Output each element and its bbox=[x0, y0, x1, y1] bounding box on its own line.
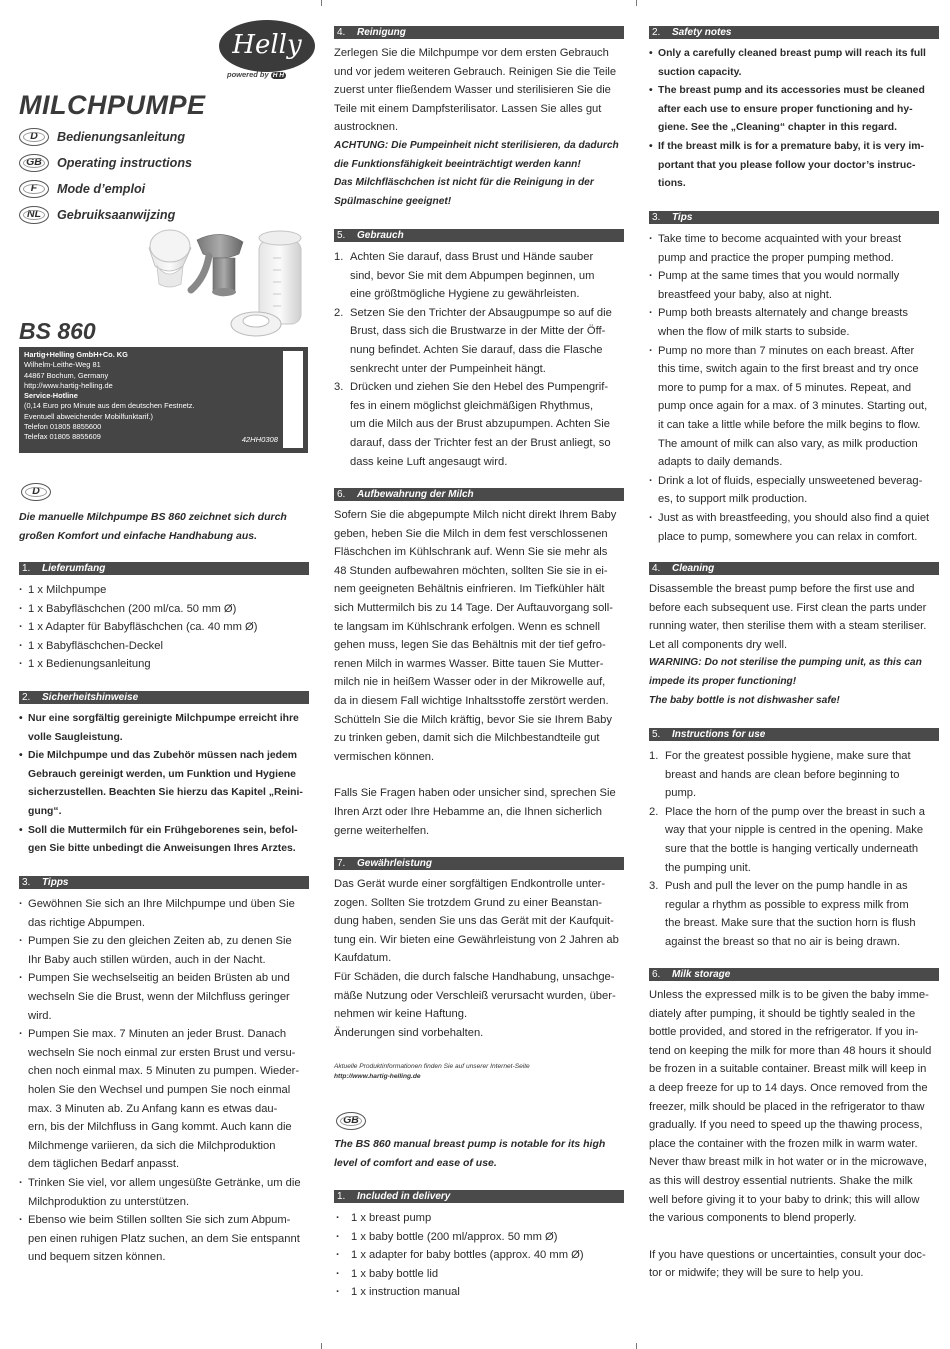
language-label: Operating instructions bbox=[57, 156, 193, 170]
list-item: · 1 x baby bottle lid bbox=[334, 1265, 624, 1284]
language-item bbox=[19, 124, 192, 150]
section-header: 6. Milk storage bbox=[649, 968, 939, 981]
crop-mark bbox=[321, 0, 322, 6]
text-line: Schütteln Sie die Milch kräftig, bevor Sie sie Ihrem Baby bbox=[334, 713, 612, 726]
powered-by-label: powered by H H bbox=[227, 70, 284, 79]
list-item: · 1 x breast pump bbox=[334, 1209, 624, 1228]
text-line: tend on keeping the milk for more than 48 hours it should bbox=[649, 1044, 932, 1057]
company-info-box bbox=[19, 347, 308, 453]
de-section-3 bbox=[19, 876, 309, 1267]
company-street: Wilhelm-Leithe-Weg 81 bbox=[24, 360, 101, 370]
section-header: 1. Included in delivery bbox=[334, 1190, 624, 1203]
breast-pump-product-image bbox=[131, 218, 311, 343]
text-line: dung haben, senden Sie uns das Gerät mit der Kaufquit- bbox=[334, 915, 614, 928]
list-item: · 1 x Bedienungsanleitung bbox=[19, 655, 309, 674]
lang-badge-icon: D bbox=[19, 128, 49, 146]
warning-line: WARNING: Do not sterilise the pumping unit, as this can bbox=[649, 657, 922, 669]
intro-line: The BS 860 manual breast pump is notable for its high bbox=[334, 1138, 606, 1150]
list-item: · 1 x instruction manual bbox=[334, 1283, 624, 1302]
numbered-item: 1. Achten Sie darauf, dass Brust und Hände sauber sind, bevor Sie mit dem Abpumpen beginnen, um eine größtmögliche Hygiene zu gewährleisten. bbox=[334, 251, 595, 301]
product-title: MILCHPUMPE bbox=[19, 90, 206, 120]
text-line: Never thaw breast milk in hot water or in the microwave, bbox=[649, 1156, 927, 1169]
list-item: · 1 x Babyfläschchen (200 ml/ca. 50 mm Ø) bbox=[19, 600, 309, 619]
language-list bbox=[19, 124, 192, 228]
numbered-item: 2. Place the horn of the pump over the breast in such a way that your nipple is centred in the opening. Make sure that the bottle is hanging vertically underneath the pumping unit. bbox=[649, 805, 925, 874]
text-line: nem geeigneten Behältnis einfrieren. Im Tiefkühler hält bbox=[334, 583, 605, 596]
text-line: Für Schäden, die durch falsche Handhabung, unsachge- bbox=[334, 970, 615, 983]
text-line: Fläschchen im Kühlschrank auf. Wenn Sie sie mehr als bbox=[334, 546, 608, 559]
text-line: und vor jedem weiteren Gebrauch. Reinigen Sie die Teile bbox=[334, 65, 617, 78]
list-item: • Die Milchpumpe und das Zubehör müssen nach jedem Gebrauch gereinigt werden, um Funktion und Hygiene sicherzustellen. Beachten Sie hierzu das Kapitel „Reini- gung“. bbox=[19, 747, 309, 821]
section-header: 5. Instructions for use bbox=[649, 728, 939, 741]
text-line: zu trinken geben, damit sich die Milchbestandteile gut bbox=[334, 732, 600, 745]
list-item: · Pump both breasts alternately and change breasts when the flow of milk starts to subside. bbox=[649, 304, 939, 341]
hh-logo-icon: H H bbox=[272, 72, 284, 79]
barcode-area bbox=[283, 351, 303, 448]
text-line: well before giving it to your baby to drink; this will allow bbox=[649, 1193, 920, 1206]
lang-badge-icon: F bbox=[19, 180, 49, 198]
helly-logo: Helly bbox=[219, 20, 315, 72]
text-line: gehen muss, legen Sie das Behältnis mit der tief gefro- bbox=[334, 639, 606, 652]
intro-line: Die manuelle Milchpumpe BS 860 zeichnet sich durch bbox=[19, 511, 287, 523]
hotline-note: (0,14 Euro pro Minute aus dem deutschen Festnetz. bbox=[24, 401, 195, 411]
gb-section-3 bbox=[649, 211, 939, 546]
section-header: 5. Gebrauch bbox=[334, 229, 624, 242]
product-info-note bbox=[334, 1062, 624, 1082]
numbered-item: 3. Push and pull the lever on the pump handle in as regular a rhythm as possible to express milk from the breast. Make sure that the suction horn is flush against the breast so that no air is being drawn. bbox=[649, 880, 916, 948]
text-line: Sofern Sie die abgepumpte Milch nicht direkt Ihrem Baby bbox=[334, 509, 617, 521]
list-item: • If the breast milk is for a premature baby, it is very im- portant that you please follow your doctor’s instruc- tions. bbox=[649, 138, 939, 194]
language-label: Mode d’emploi bbox=[57, 182, 146, 196]
text-line: tung ein. Wir bieten eine Gewährleistung von 2 Jahren ab bbox=[334, 933, 619, 946]
list-item: · 1 x adapter for baby bottles (approx. 40 mm Ø) bbox=[334, 1246, 624, 1265]
list-item: • Soll die Muttermilch für ein Frühgeborenes sein, befol- gen Sie bitte unbedingt die Anweisungen Ihres Arztes. bbox=[19, 822, 309, 859]
lang-badge-icon: GB bbox=[336, 1112, 366, 1130]
list-item: · Drink a lot of fluids, especially unsweetened beverag- es, to support milk production. bbox=[649, 472, 939, 509]
list-item: · Take time to become acquainted with your breast pump and practice the proper pumping method. bbox=[649, 230, 939, 267]
text-line: running water, then sterilise them with a steam steriliser. bbox=[649, 620, 927, 633]
crop-mark bbox=[321, 1343, 322, 1349]
list-item: · Trinken Sie viel, vor allem ungesüßte Getränke, um die Milchproduktion zu unterstützen. bbox=[19, 1174, 309, 1211]
text-line: te langsam im Kühlschrank erfolgen. Wenn es schnell bbox=[334, 620, 600, 633]
de-section-4 bbox=[334, 26, 624, 211]
text-line: zogen. Sollten Sie trotzdem Grund zu einer Beanstan- bbox=[334, 896, 603, 909]
text-line: Let all components dry well. bbox=[649, 638, 788, 651]
text-line: Kaufdatum. bbox=[334, 952, 392, 965]
language-item bbox=[19, 150, 192, 176]
text-line: the various components to blend properly. bbox=[649, 1212, 857, 1225]
text-line: be frozen in a suitable container. Breast milk will keep in bbox=[649, 1063, 927, 1076]
text-line: Änderungen sind vorbehalten. bbox=[334, 1026, 484, 1039]
gb-section-6 bbox=[649, 968, 939, 1283]
section-header: 7. Gewährleistung bbox=[334, 857, 624, 870]
language-label: Bedienungsanleitung bbox=[57, 130, 186, 144]
de-section-2 bbox=[19, 691, 309, 859]
text-line: milch nie in heißem Wasser oder in der Mikrowelle auf, bbox=[334, 676, 606, 689]
text-line: Teile mit einem Dampfsterilisator. Lassen Sie alles gut bbox=[334, 102, 602, 115]
lang-badge-icon: D bbox=[21, 483, 51, 501]
warning-line: ACHTUNG: Die Pumpeinheit nicht sterilisieren, da dadurch bbox=[334, 139, 619, 151]
section-header: 2. Safety notes bbox=[649, 26, 939, 39]
section-header: 3. Tipps bbox=[19, 876, 309, 889]
text-line: vermischen können. bbox=[334, 750, 435, 763]
text-line: da in diesem Fall wichtige Inhaltsstoffe zerstört werden. bbox=[334, 694, 609, 707]
company-city: 44867 Bochum, Germany bbox=[24, 370, 109, 380]
section-header: 4. Cleaning bbox=[649, 562, 939, 575]
section-header: 2. Sicherheitshinweise bbox=[19, 691, 309, 704]
gb-section-2 bbox=[649, 26, 939, 194]
list-item: · Pumpen Sie wechselseitig an beiden Brüsten ab und wechseln Sie die Brust, wenn der Milchfluss geringer wird. bbox=[19, 969, 309, 1025]
company-name: Hartig+Helling GmbH+Co. KG bbox=[24, 350, 128, 359]
phone-number: Telefon 01805 8855600 bbox=[24, 422, 102, 432]
de-section-5 bbox=[334, 229, 624, 471]
list-item: · Pump no more than 7 minutes on each breast. After this time, switch again to the first breast and try once more to pump for a max. of 5 minutes. Repeat, and pump once again for a max. of 3 minutes. Starting out, it can take a little while before the milk begins to flow. The amount of milk can also vary, as milk production adapts to daily demands. bbox=[649, 342, 939, 472]
list-item: · 1 x Babyfläschchen-Deckel bbox=[19, 637, 309, 656]
de-section-6 bbox=[334, 488, 624, 840]
hotline-title: Service-Hotline bbox=[24, 391, 78, 401]
document-code: 42HH0308 bbox=[241, 434, 278, 444]
text-line: If you have questions or uncertainties, consult your doc- bbox=[649, 1248, 926, 1261]
list-item: · Pumpen Sie max. 7 Minuten an jeder Brust. Danach wechseln Sie noch einmal zur ersten Brust und versu- chen noch einmal max. 5 Minuten zu pumpen. Wieder- holen Sie den Wechsel und pumpen Sie noch einmal max. 3 Minuten ab. Zu Anfang kann es etwas dau- ern, bis der Milchfluss in Gang kommt. Auch kann die Milchmenge variieren, da sich die Milchproduktion dem täglichen Bedarf anpasst. bbox=[19, 1025, 309, 1174]
list-item: · Gewöhnen Sie sich an Ihre Milchpumpe und üben Sie das richtige Abpumpen. bbox=[19, 895, 309, 932]
text-line: Das Gerät wurde einer sorgfältigen Endkontrolle unter- bbox=[334, 878, 606, 890]
gb-section-badge bbox=[336, 1112, 366, 1130]
intro-line: level of comfort and ease of use. bbox=[334, 1156, 497, 1169]
text-line: austrocknen. bbox=[334, 121, 399, 134]
text-line: bottle provided, and stored in the refrigerator. If you in- bbox=[649, 1026, 919, 1039]
de-section-7 bbox=[334, 857, 624, 1042]
model-number: BS 860 bbox=[19, 318, 96, 344]
text-line: tor or midwife; they will be sure to help you. bbox=[649, 1267, 864, 1280]
de-section-1 bbox=[19, 562, 309, 674]
numbered-item: 1. For the greatest possible hygiene, make sure that breast and hands are clean before beginning to pump. bbox=[649, 750, 911, 800]
lang-badge-icon: NL bbox=[19, 206, 49, 224]
crop-mark bbox=[636, 0, 637, 6]
text-line: geben, heben Sie die Milch in dem fest verschlossenen bbox=[334, 527, 608, 540]
warning-line: die Funktionsfähigkeit beeinträchtigt werden kann! bbox=[334, 158, 581, 170]
de-section-badge bbox=[21, 483, 51, 501]
company-url[interactable]: http://www.hartig-helling.de bbox=[24, 380, 113, 390]
text-line: Falls Sie Fragen haben oder unsicher sind, sprechen Sie bbox=[334, 787, 616, 800]
crop-mark bbox=[636, 1343, 637, 1349]
gb-intro bbox=[334, 1135, 624, 1172]
text-line: 48 Stunden aufbewahren möchten, sollten Sie sie in ei- bbox=[334, 564, 608, 577]
text-line: nehmen wir keine Haftung. bbox=[334, 1008, 468, 1021]
list-item: · Just as with breastfeeding, you should also find a quiet place to pump, somewhere you can relax in comfort. bbox=[649, 509, 939, 546]
list-item: · 1 x Milchpumpe bbox=[19, 581, 309, 600]
text-line: as this will destroy essential nutrients. Shake the milk bbox=[649, 1174, 913, 1187]
numbered-item: 3. Drücken und ziehen Sie den Hebel des Pumpengrif- fes in einem möglichst gleichmäßigen Rhythmus, um die Milch aus der Brust abzupumpen. Achten Sie darauf, dass der Trichter fest an der Brust anliegt, so dass keine Luft angesaugt wird. bbox=[334, 381, 611, 468]
section-header: 4. Reinigung bbox=[334, 26, 624, 39]
section-header: 6. Aufbewahrung der Milch bbox=[334, 488, 624, 501]
text-line: before each subsequent use. First clean the parts under bbox=[649, 601, 927, 614]
text-line: sich Muttermilch bis zu 14 Tage. Der Auftauvorgang soll- bbox=[334, 601, 613, 614]
list-item: · Pumpen Sie zu den gleichen Zeiten ab, zu denen Sie Ihr Baby auch stillen würden, auch in der Nacht. bbox=[19, 932, 309, 969]
list-item: • Only a carefully cleaned breast pump will reach its full suction capacity. bbox=[649, 45, 939, 82]
section-header: 1. Lieferumfang bbox=[19, 562, 309, 575]
list-item: · 1 x Adapter für Babyfläschchen (ca. 40 mm Ø) bbox=[19, 618, 309, 637]
language-label: Gebruiksaanwijzing bbox=[57, 208, 176, 222]
list-item: · Ebenso wie beim Stillen sollten Sie sich zum Abpum- pen einen ruhigen Platz suchen, an dem Sie entspannt und bequem sitzen können. bbox=[19, 1211, 309, 1267]
note-line: Aktuelle Produktinformationen finden Sie auf unserer Internet-Seite bbox=[334, 1063, 530, 1070]
language-item bbox=[19, 176, 192, 202]
text-line: place the container with the frozen milk in warm water. bbox=[649, 1137, 918, 1150]
text-line: a deep freeze for up to 14 days. Once removed from the bbox=[649, 1081, 928, 1094]
list-item: • Nur eine sorgfältig gereinigte Milchpumpe erreicht ihre volle Saugleistung. bbox=[19, 710, 309, 747]
text-line: Unless the expressed milk is to be given the baby imme- bbox=[649, 989, 929, 1001]
intro-line: großen Komfort und einfache Handhabung aus. bbox=[19, 529, 258, 542]
text-line: mäße Nutzung oder Verschleiß verursacht wurden, über- bbox=[334, 989, 616, 1002]
text-line: gradually. If you need to speed up the thawing process, bbox=[649, 1119, 923, 1132]
text-line: Ihren Arzt oder Ihre Hebamme an, die Ihnen sicherlich bbox=[334, 805, 603, 818]
text-line: Zerlegen Sie die Milchpumpe vor dem ersten Gebrauch bbox=[334, 47, 609, 59]
fax-number: Telefax 01805 8855609 bbox=[24, 432, 101, 442]
hotline-note: Eventuell abweichender Mobilfunktarif.) bbox=[24, 411, 153, 421]
warning-line: Spülmaschine geeignet! bbox=[334, 195, 452, 207]
list-item: · 1 x baby bottle (200 ml/approx. 50 mm Ø) bbox=[334, 1228, 624, 1247]
warning-line: impede its proper functioning! bbox=[649, 675, 797, 687]
text-line: diately after pumping, it should be tightly sealed in the bbox=[649, 1007, 916, 1020]
text-line: freezer, milk should be placed in the refrigerator to thaw bbox=[649, 1100, 925, 1113]
section-header: 3. Tips bbox=[649, 211, 939, 224]
gb-section-5 bbox=[649, 728, 939, 952]
list-item: · Pump at the same times that you would normally breastfeed your baby, also at night. bbox=[649, 267, 939, 304]
warning-line: The baby bottle is not dishwasher safe! bbox=[649, 694, 840, 706]
warning-line: Das Milchfläschchen ist nicht für die Reinigung in der bbox=[334, 177, 594, 189]
de-intro bbox=[19, 508, 309, 545]
text-line: gerne weiterhelfen. bbox=[334, 824, 430, 837]
lang-badge-icon: GB bbox=[19, 154, 49, 172]
text-line: zuerst unter fließendem Wasser und sterilisieren Sie die bbox=[334, 84, 611, 97]
gb-section-4 bbox=[649, 562, 939, 710]
text-line: Disassemble the breast pump before the first use and bbox=[649, 583, 915, 595]
list-item: • The breast pump and its accessories must be cleaned after each use to ensure proper functioning and hy- giene. See the „Cleaning“ chapter in this regard. bbox=[649, 82, 939, 138]
website-link[interactable]: http://www.hartig-helling.de bbox=[334, 1073, 421, 1080]
gb-section-1 bbox=[334, 1190, 624, 1302]
text-line: renen Milch in warmes Wasser. Bitte tauen Sie Mutter- bbox=[334, 657, 604, 670]
numbered-item: 2. Setzen Sie den Trichter der Absaugpumpe so auf die Brust, dass sich die Brustwarze in der Mitte der Öff- nung befindet. Achten Sie darauf, dass die Flasche senkrecht unter der Pumpeinheit hängt. bbox=[334, 306, 612, 375]
